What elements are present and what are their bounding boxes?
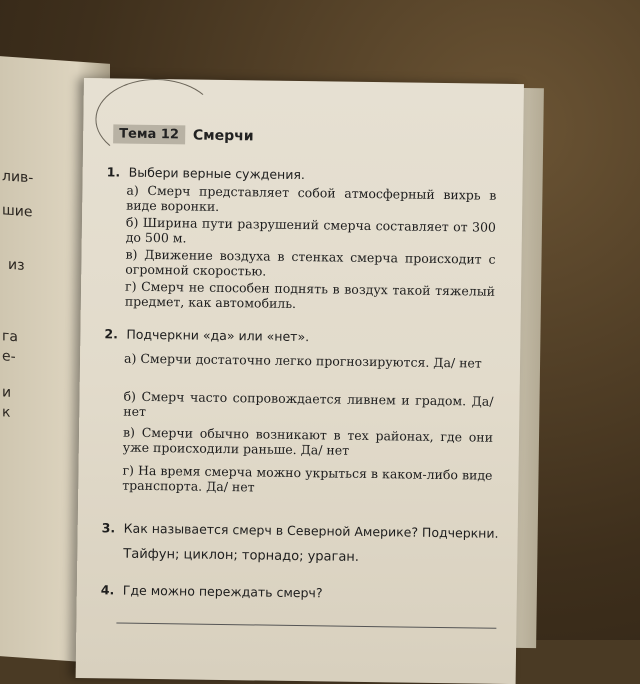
left-page-fragment: лив- (2, 168, 34, 187)
option: б) Смерч часто сопровождается ливнем и градом. Да/ нет (123, 388, 494, 419)
question-number: 2. (104, 326, 118, 342)
question-4 (101, 582, 323, 600)
question-2 (104, 326, 309, 344)
question-3 (102, 520, 499, 541)
option: г) Смерч не способен поднять в воздух такой тяжелый предмет, как автомобиль. (124, 278, 496, 311)
left-page-fragment: из (8, 256, 25, 274)
question-text: Как называется смерч в Северной Америке? Подчеркни. (123, 520, 499, 541)
topic-header (113, 124, 254, 145)
answer-choices: Тайфун; циклон; торнадо; ураган. (123, 546, 360, 565)
question-number: 1. (106, 164, 121, 180)
question-text: Выбери верные суждения. (128, 164, 306, 183)
left-page-fragment: шие (2, 202, 33, 221)
left-page-fragment: к (2, 404, 11, 421)
answer-line[interactable] (116, 623, 496, 629)
option: б) Ширина пути разрушений смерча составляет от 300 до 500 м. (125, 214, 497, 246)
option: а) Смерчи достаточно легко прогнозируются. Да/ нет (123, 350, 482, 371)
workbook-page (76, 78, 524, 684)
question-text: Подчеркни «да» или «нет». (126, 326, 310, 345)
question-number: 3. (101, 520, 116, 536)
question-text: Где можно переждать смерч? (122, 582, 323, 601)
left-page-fragment: га (2, 328, 18, 346)
option: в) Смерчи обычно возникают в тех районах, где они уже происходили раньше. Да/ нет (122, 424, 494, 458)
option: а) Смерч представляет собой атмосферный вихрь в виде воронки. (126, 182, 497, 214)
left-page-fragment: и (2, 384, 12, 401)
option: г) На время смерча можно укрыться в каком-либо виде транспорта. Да/ нет (122, 462, 493, 495)
pencil-circle-mark (95, 78, 218, 162)
question-number: 4. (100, 582, 115, 598)
option: в) Движение воздуха в стенках смерча происходит с огромной скоростью. (125, 246, 496, 279)
question-1 (107, 164, 305, 182)
left-page-fragment: е- (2, 348, 16, 366)
topic-badge: Тема 12 (113, 124, 185, 144)
topic-title: Смерчи (192, 127, 254, 144)
